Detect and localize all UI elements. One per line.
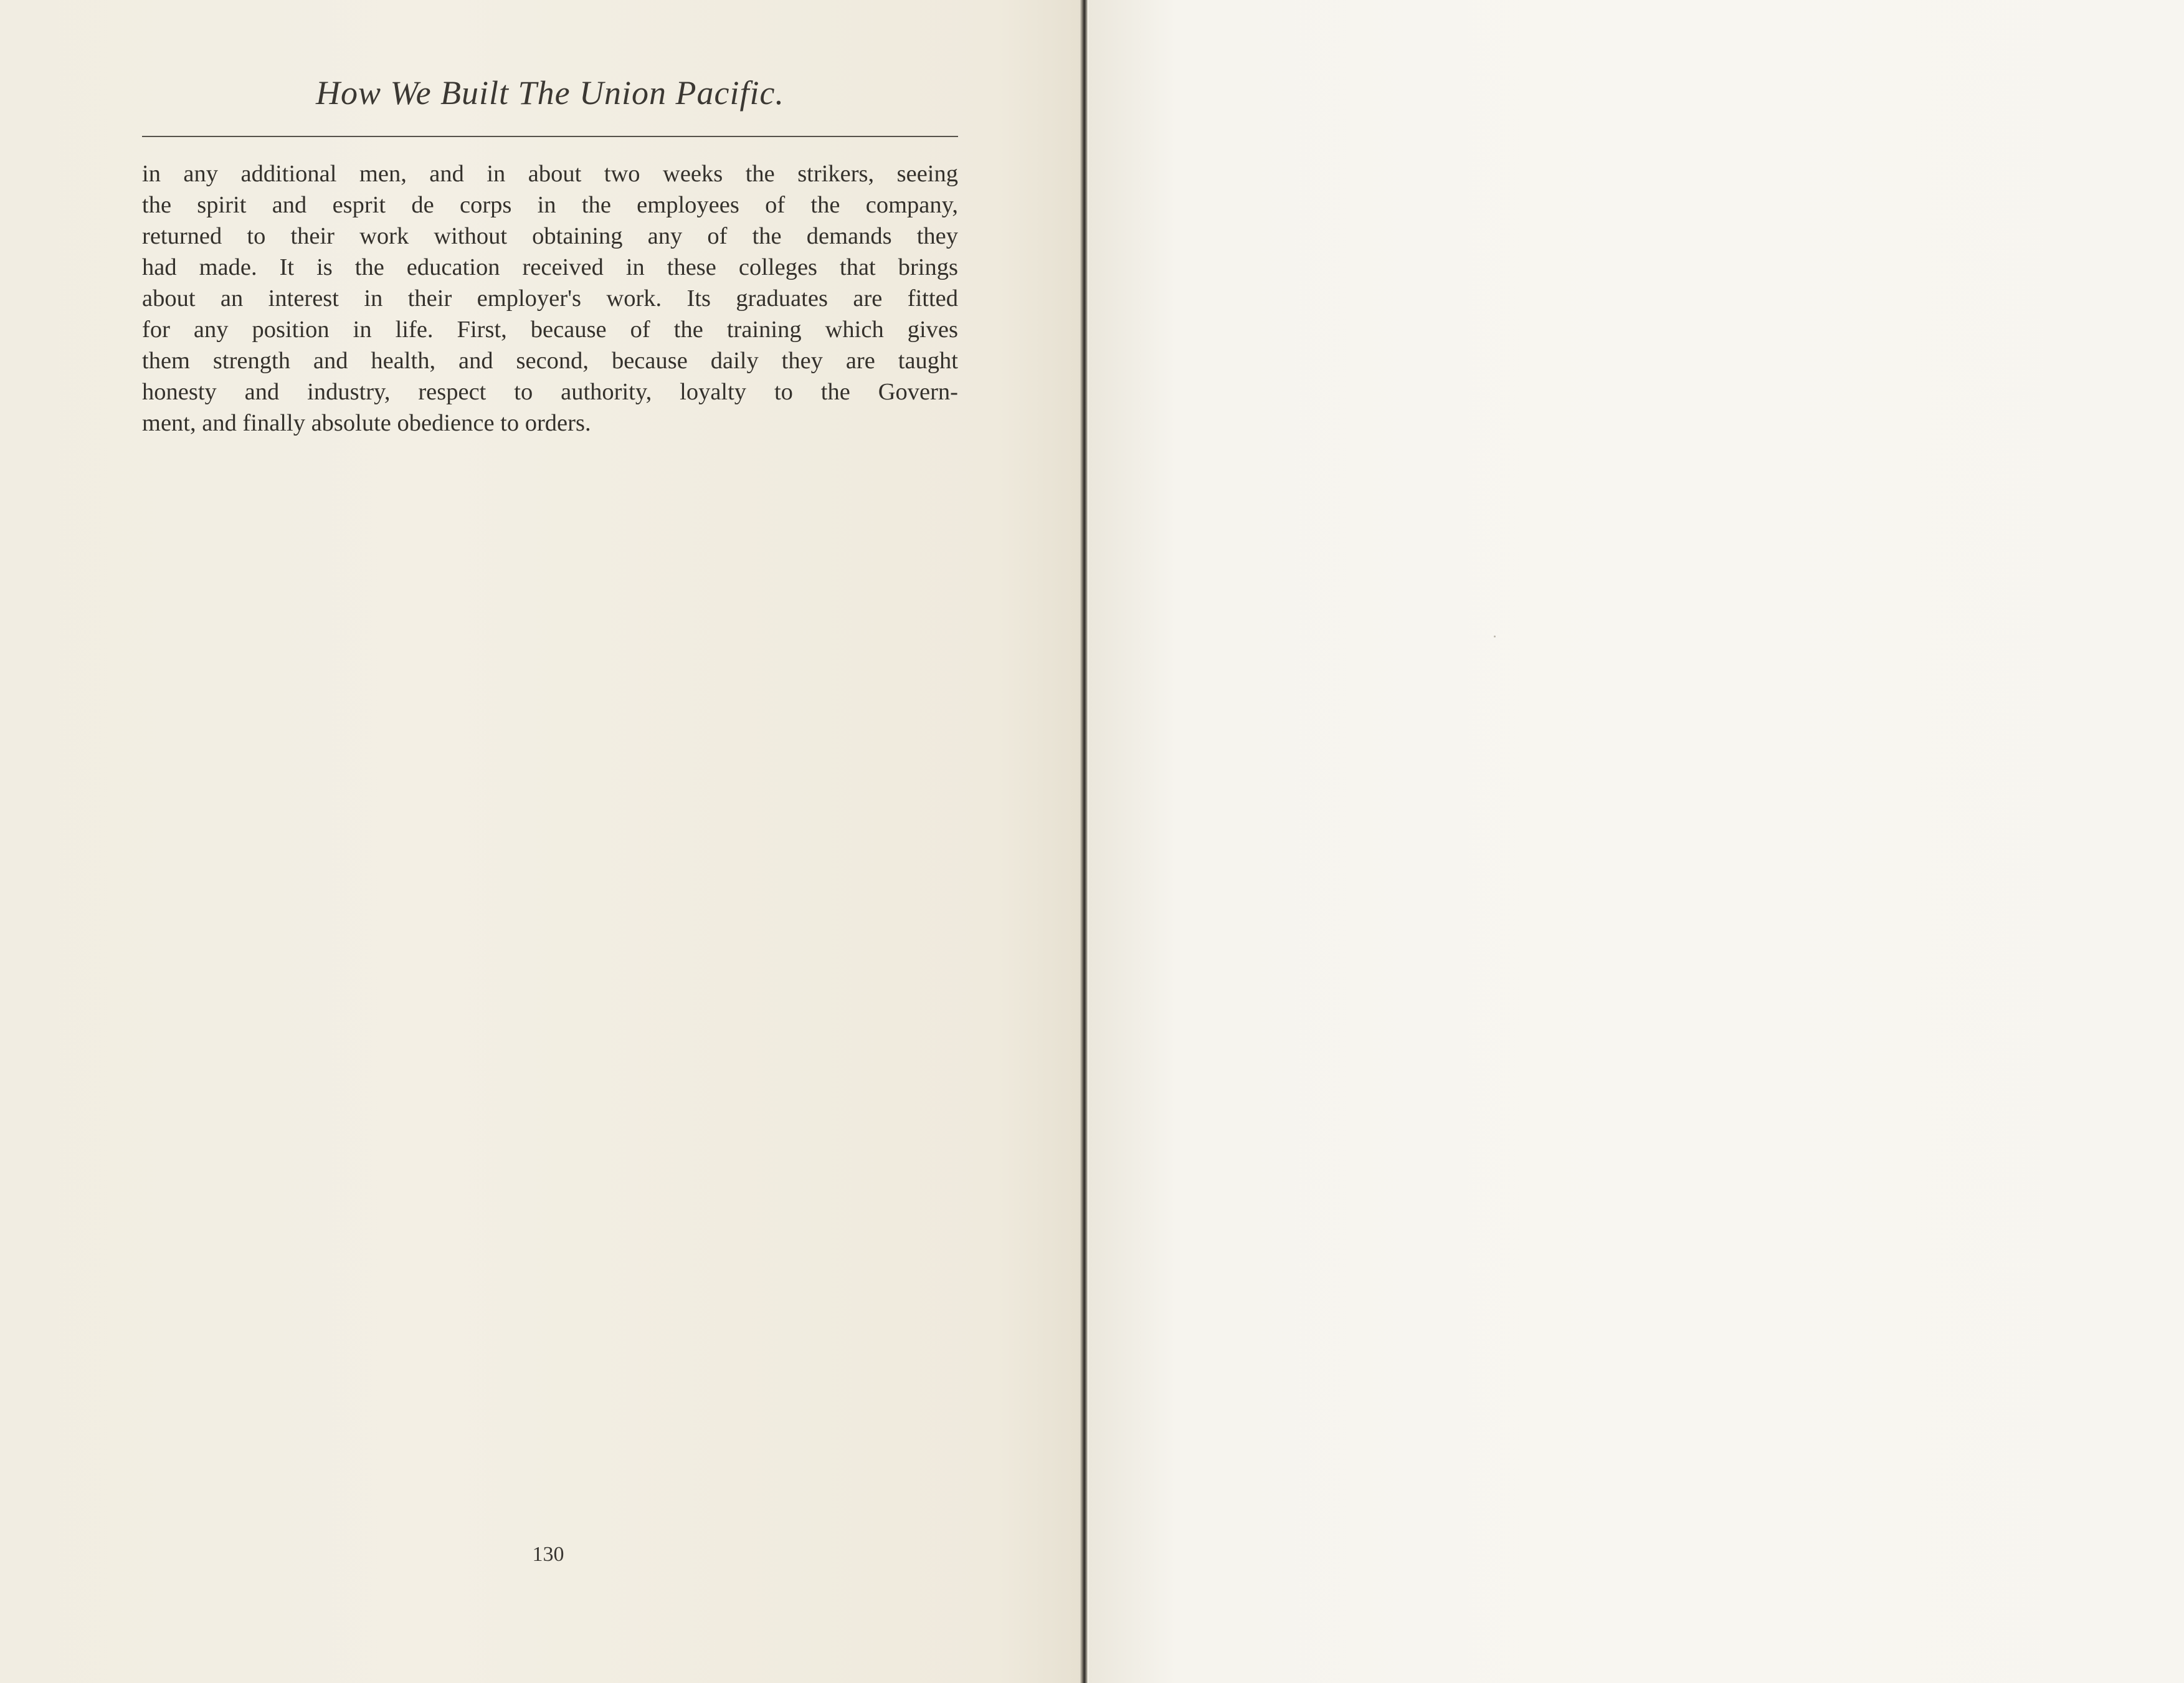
body-paragraph [142, 158, 958, 439]
text-line: returned to their work without obtaining any of the demands they [142, 223, 958, 249]
text-line: about an interest in their employer's work. Its graduates are fitted [142, 285, 958, 312]
text-line: the spirit and esprit de corps in the employees of the company, [142, 192, 958, 218]
text-line: honesty and industry, respect to authority, loyalty to the Govern- [142, 379, 958, 405]
text-line: ment, and finally absolute obedience to orders. [142, 410, 591, 436]
book-gutter [1080, 0, 1088, 1683]
right-page-blank [1089, 0, 2184, 1683]
left-page [0, 0, 1084, 1683]
text-line: had made. It is the education received in these colleges that brings [142, 254, 958, 280]
header-rule [142, 136, 958, 137]
text-line: for any position in life. First, because of the training which gives [142, 317, 958, 343]
running-head: How We Built The Union Pacific. [316, 74, 784, 112]
text-line: them strength and health, and second, because daily they are taught [142, 348, 958, 374]
paper-speck [1494, 636, 1496, 637]
text-line: in any additional men, and in about two weeks the strikers, seeing [142, 161, 958, 187]
page-number: 130 [532, 1543, 564, 1566]
